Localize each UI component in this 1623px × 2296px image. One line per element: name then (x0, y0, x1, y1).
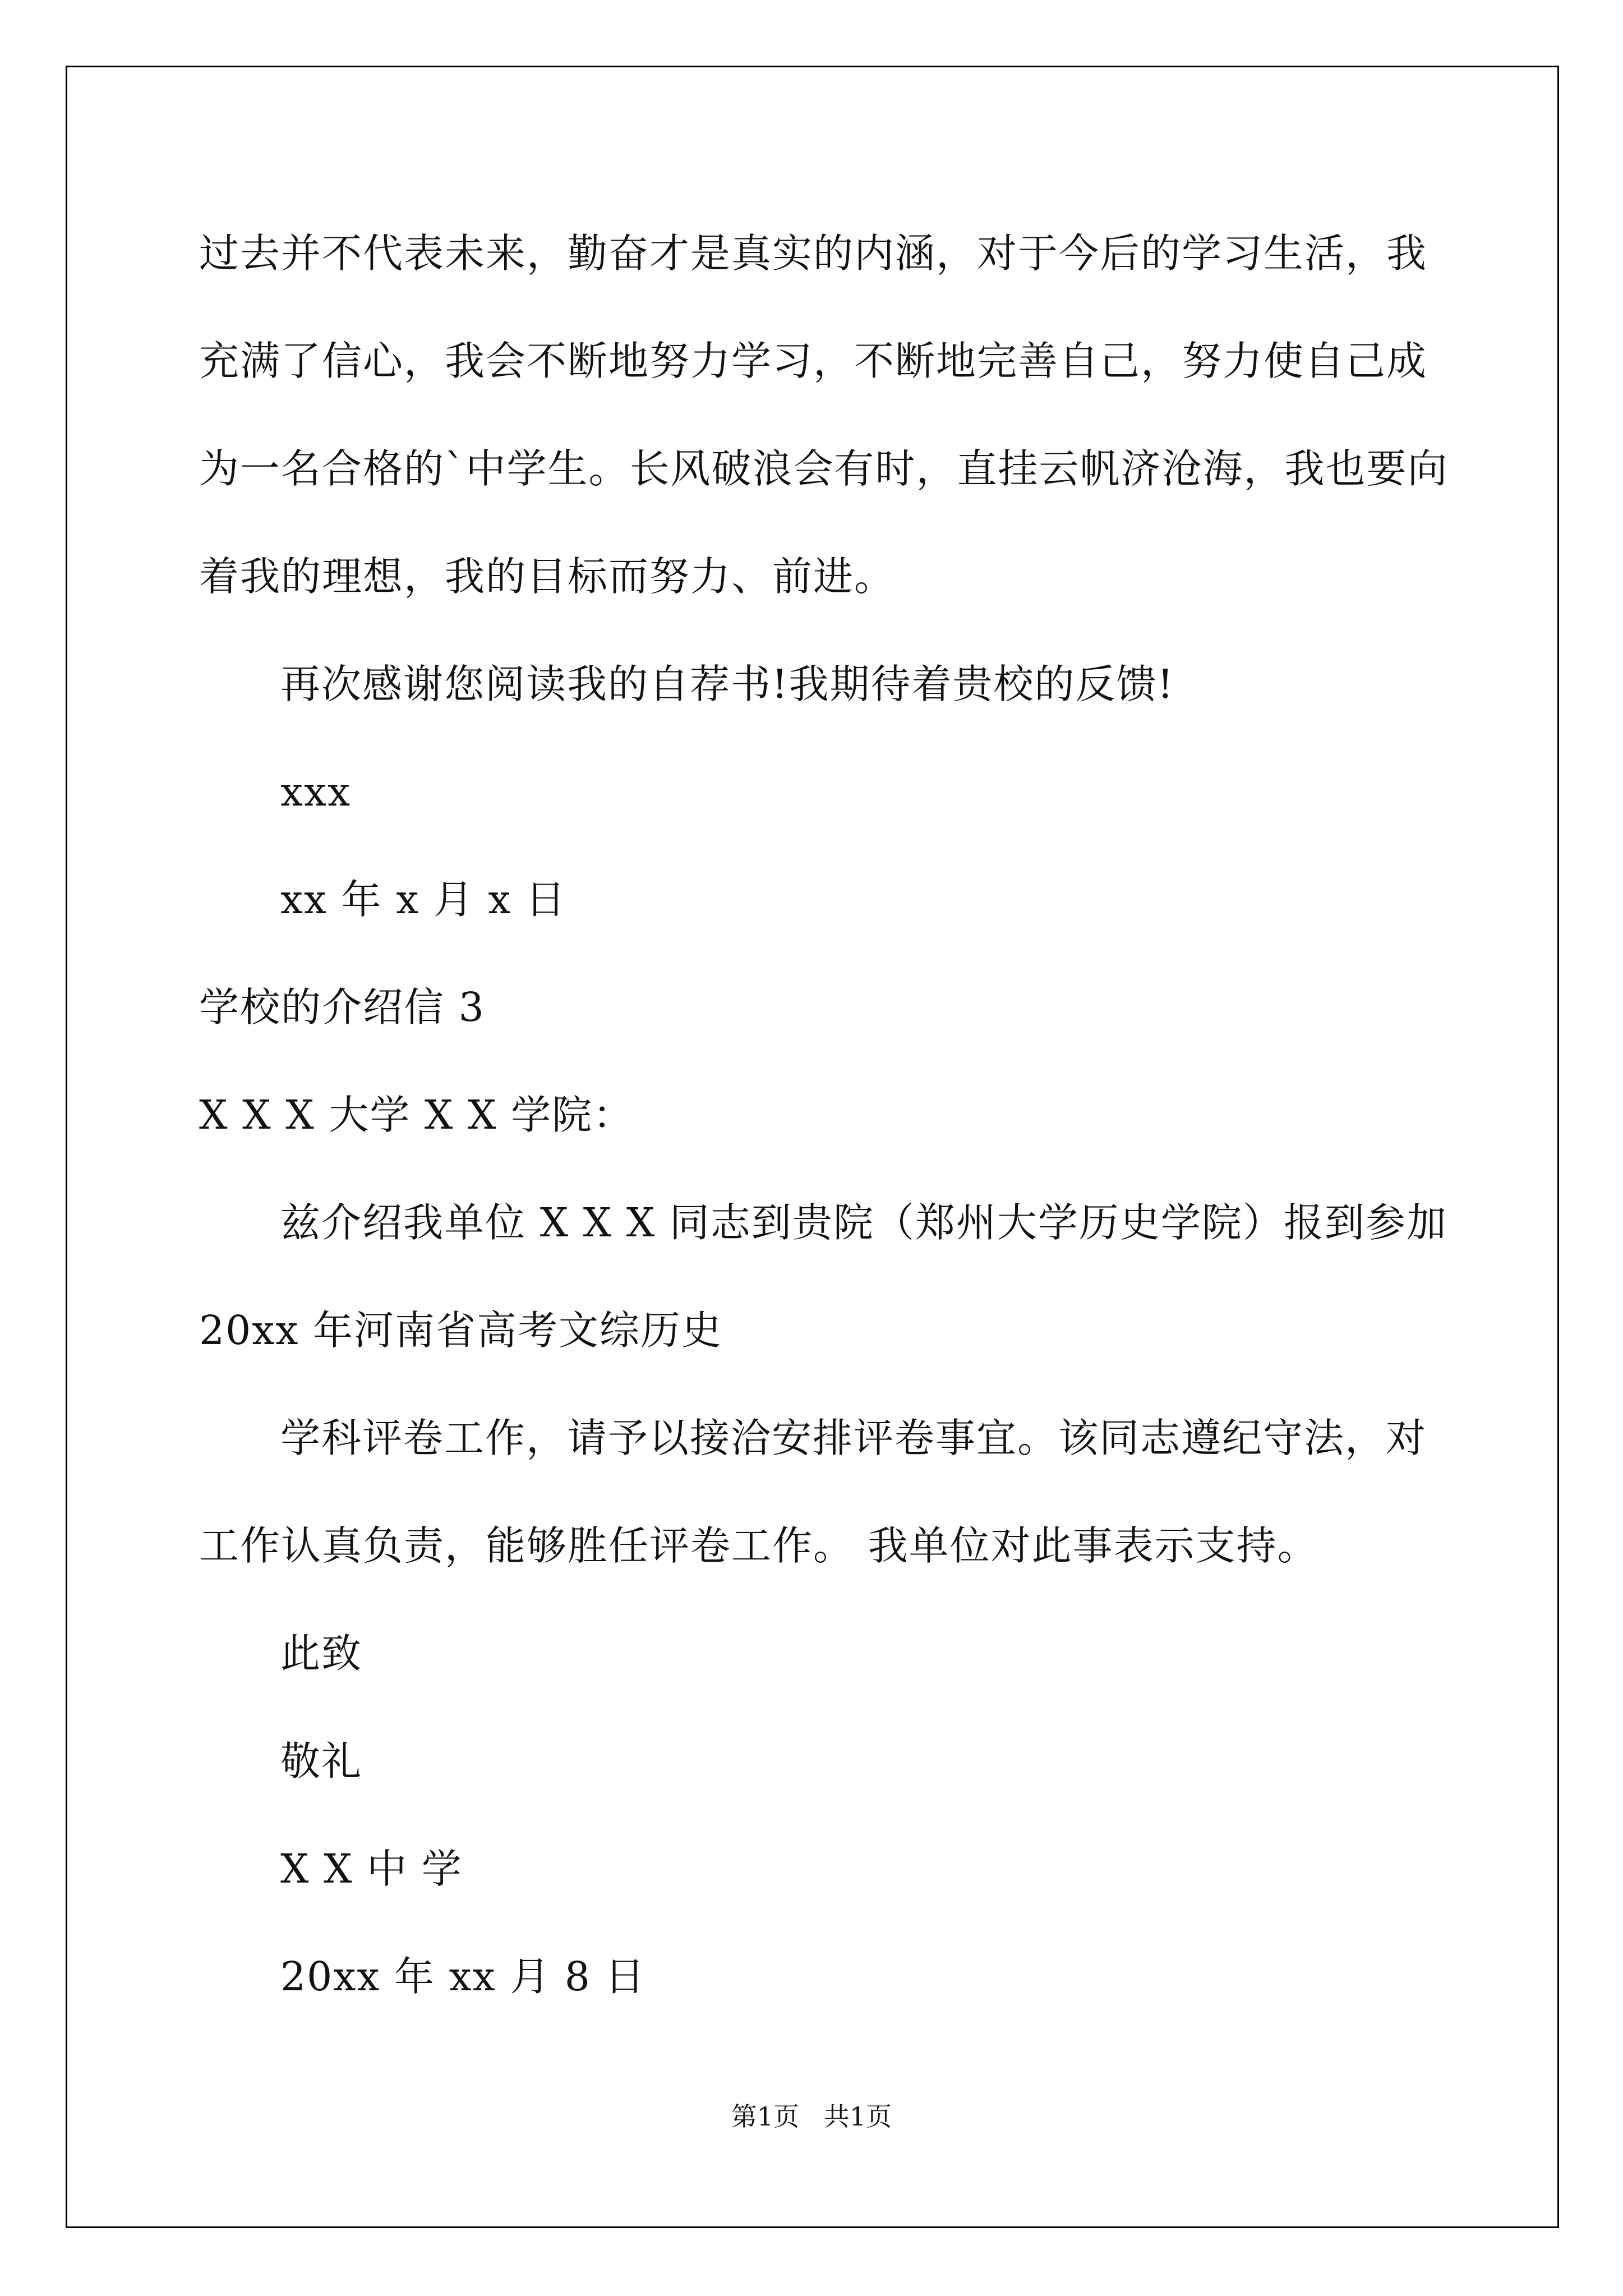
signature-name: xxx (280, 769, 352, 815)
paragraph-line-4: 着我的理想，我的目标而努力、前进。 (199, 553, 896, 600)
paragraph-line-1: 过去并不代表未来，勤奋才是真实的内涵，对于今后的学习生活，我 (199, 230, 1428, 277)
letter-body-line-4: 工作认真负责，能够胜任评卷工作。 我单位对此事表示支持。 (199, 1522, 1318, 1569)
section-title: 学校的介绍信 3 (199, 984, 485, 1030)
letter-salutation: X X X 大学 X X 学院： (199, 1092, 634, 1138)
letter-sender: X X 中 学 (280, 1846, 463, 1892)
letter-date: 20xx 年 xx 月 8 日 (280, 1953, 646, 2000)
letter-closing-1: 此致 (280, 1630, 363, 1677)
page-footer: 第1页 共1页 (731, 2101, 892, 2132)
letter-body-line-3: 学科评卷工作，请予以接洽安排评卷事宜。该同志遵纪守法，对 (280, 1415, 1427, 1461)
letter-body-line-2: 20xx 年河南省高考文综历史 (199, 1307, 722, 1354)
closing-thanks: 再次感谢您阅读我的自荐书!我期待着贵校的反馈! (280, 661, 1175, 707)
letter-closing-2: 敬礼 (280, 1738, 363, 1784)
paragraph-line-3: 为一名合格的`中学生。长风破浪会有时，直挂云帆济沧海，我也要向 (199, 445, 1449, 492)
paragraph-line-2: 充满了信心，我会不断地努力学习，不断地完善自己，努力使自己成 (199, 338, 1428, 384)
letter-body-line-1: 兹介绍我单位 X X X 同志到贵院（郑州大学历史学院）报到参加 (280, 1199, 1447, 1246)
page-border (66, 66, 1559, 2228)
signature-date: xx 年 x 月 x 日 (280, 876, 567, 923)
